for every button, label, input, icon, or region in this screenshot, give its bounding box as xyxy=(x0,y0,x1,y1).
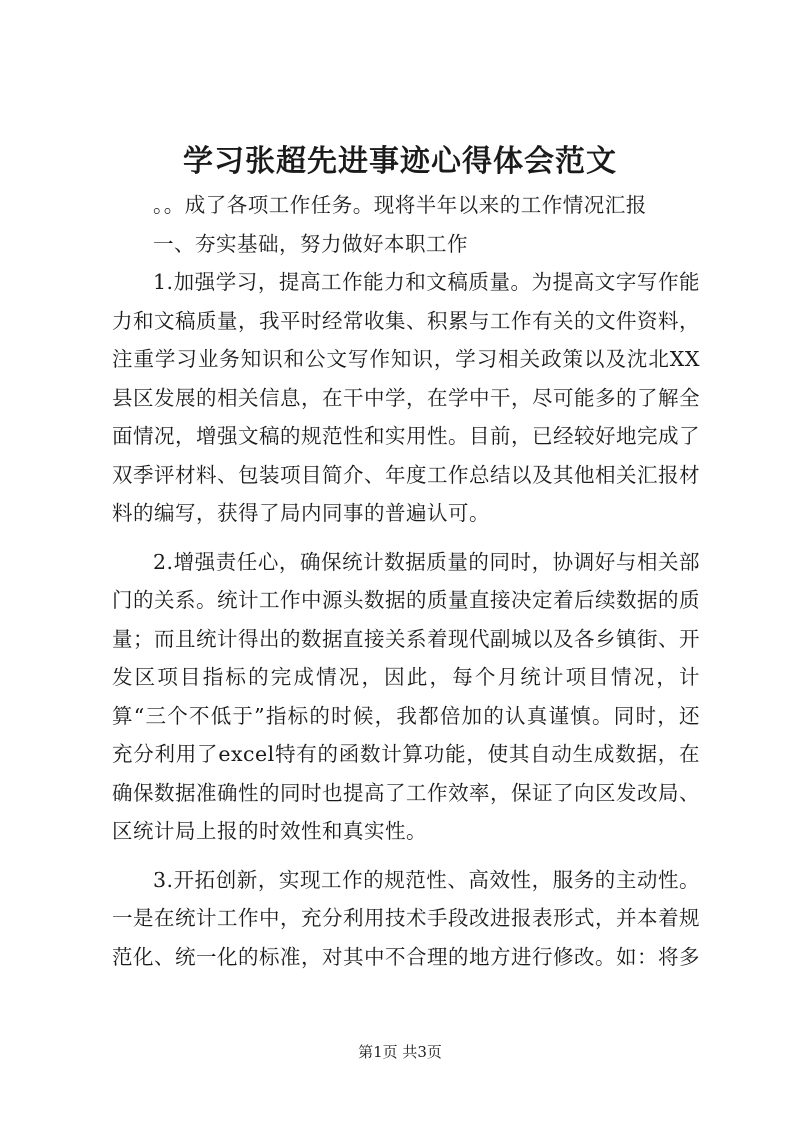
section-heading: 一、夯实基础，努力做好本职工作 xyxy=(153,231,468,256)
document-title: 学习张超先进事迹心得体会范文 xyxy=(183,144,617,179)
paragraph-intro: 。。成了各项工作任务。现将半年以来的工作情况汇报 xyxy=(153,193,647,217)
page-number-footer: 第1页 共3页 xyxy=(358,1043,442,1061)
paragraph-item-3: 3.开拓创新，实现工作的规范性、高效性，服务的主动性。一是在统计工作中，充分利用技术手段改进报表形式，并本着规范化、统一化的标准，对其中不合理的地方进行修改。如：将多 xyxy=(112,867,700,969)
document-body xyxy=(112,186,700,976)
paragraph-item-2: 2.增强责任心，确保统计数据质量的同时，协调好与相关部门的关系。统计工作中源头数据的质量直接决定着后续数据的质量；而且统计得出的数据直接关系着现代副城以及各乡镇街、开发区项目指标的完成情况，因此，每个月统计项目情况，计算“三个不低于”指标的时候，我都倍加的认真谨慎。同时，还充分利用了excel特有的函数计算功能，使其自动生成数据，在确保数据准确性的同时也提高了工作效率，保证了向区发改局、区统计局上报的时效性和真实性。 xyxy=(112,549,700,843)
paragraph-item-1: 1.加强学习，提高工作能力和文稿质量。为提高文字写作能力和文稿质量，我平时经常收集、积累与工作有关的文件资料，注重学习业务知识和公文写作知识，学习相关政策以及沈北XX县区发展的相关信息，在干中学，在学中干，尽可能多的了解全面情况，增强文稿的规范性和实用性。目前，已经较好地完成了双季评材料、包装项目简介、年度工作总结以及其他相关汇报材料的编写，获得了局内同事的普遍认可。 xyxy=(112,270,700,525)
